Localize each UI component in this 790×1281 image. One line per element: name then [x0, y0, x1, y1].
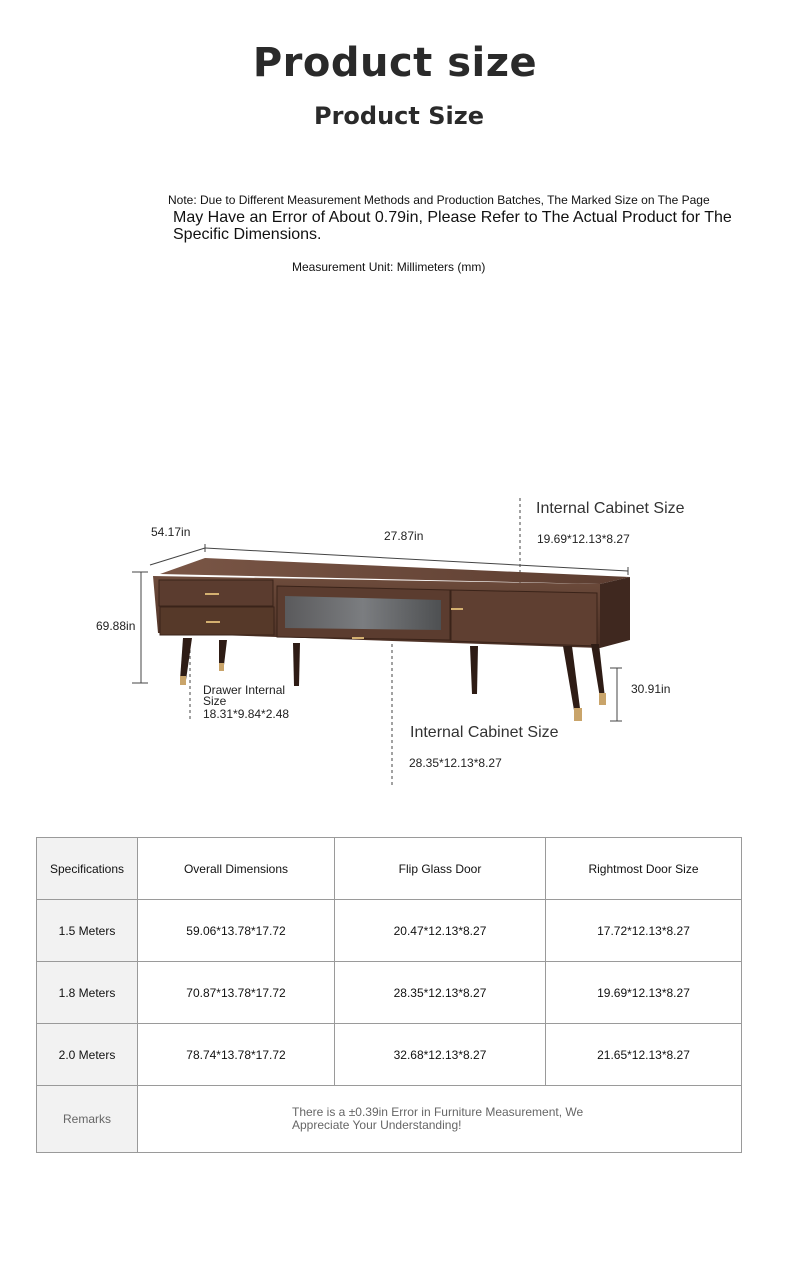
- drawer-title-line-1: Drawer Internal: [203, 683, 286, 697]
- row-flip-glass: 20.47*12.13*8.27: [335, 900, 546, 962]
- row-rightmost: 19.69*12.13*8.27: [546, 962, 742, 1024]
- height-dimension: 69.88in: [96, 619, 136, 633]
- drawer-internal-title: [203, 685, 285, 707]
- drawer-title-line-2: Size: [203, 694, 227, 708]
- row-overall: 70.87*13.78*17.72: [138, 962, 335, 1024]
- row-size: 1.8 Meters: [37, 962, 138, 1024]
- internal-cabinet-right-size: 19.69*12.13*8.27: [537, 532, 630, 546]
- header-specifications: Specifications: [37, 838, 138, 900]
- page-subtitle: Product Size: [314, 102, 484, 130]
- note-line-2: May Have an Error of About 0.79in, Please Refer to The Actual Product for The Specific Dimensions.: [173, 209, 732, 243]
- row-overall: 59.06*13.78*17.72: [138, 900, 335, 962]
- remarks-label: Remarks: [37, 1086, 138, 1153]
- row-size: 1.5 Meters: [37, 900, 138, 962]
- table-row: [37, 1024, 742, 1086]
- remarks-text: [138, 1086, 742, 1153]
- table-header-row: [37, 838, 742, 900]
- header-rightmost-door-size: Rightmost Door Size: [546, 838, 742, 900]
- internal-cabinet-center-size: 28.35*12.13*8.27: [409, 756, 502, 770]
- row-flip-glass: 32.68*12.13*8.27: [335, 1024, 546, 1086]
- row-overall: 78.74*13.78*17.72: [138, 1024, 335, 1086]
- product-diagram: [0, 480, 790, 800]
- depth-dimension: 54.17in: [151, 525, 191, 539]
- tv-cabinet-illustration: [0, 480, 790, 800]
- remarks-text-content: There is a ±0.39in Error in Furniture Measurement, We Appreciate Your Understanding!: [292, 1105, 584, 1132]
- header-overall-dimensions: Overall Dimensions: [138, 838, 335, 900]
- internal-cabinet-right-title: Internal Cabinet Size: [536, 500, 685, 517]
- row-rightmost: 21.65*12.13*8.27: [546, 1024, 742, 1086]
- row-flip-glass: 28.35*12.13*8.27: [335, 962, 546, 1024]
- remarks-row: [37, 1086, 742, 1153]
- specifications-table: [36, 837, 742, 1153]
- page-title: Product size: [252, 40, 538, 86]
- leg-height-dimension: 30.91in: [631, 682, 671, 696]
- row-rightmost: 17.72*12.13*8.27: [546, 900, 742, 962]
- table-row: [37, 962, 742, 1024]
- note-line-1: Note: Due to Different Measurement Methods and Production Batches, The Marked Size on The Page: [168, 193, 710, 207]
- internal-cabinet-center-title: Internal Cabinet Size: [410, 724, 559, 741]
- row-size: 2.0 Meters: [37, 1024, 138, 1086]
- header-flip-glass-door: Flip Glass Door: [335, 838, 546, 900]
- drawer-internal-size: 18.31*9.84*2.48: [203, 707, 290, 721]
- measurement-unit: Measurement Unit: Millimeters (mm): [292, 260, 486, 274]
- length-dimension: 27.87in: [384, 529, 424, 543]
- table-row: [37, 900, 742, 962]
